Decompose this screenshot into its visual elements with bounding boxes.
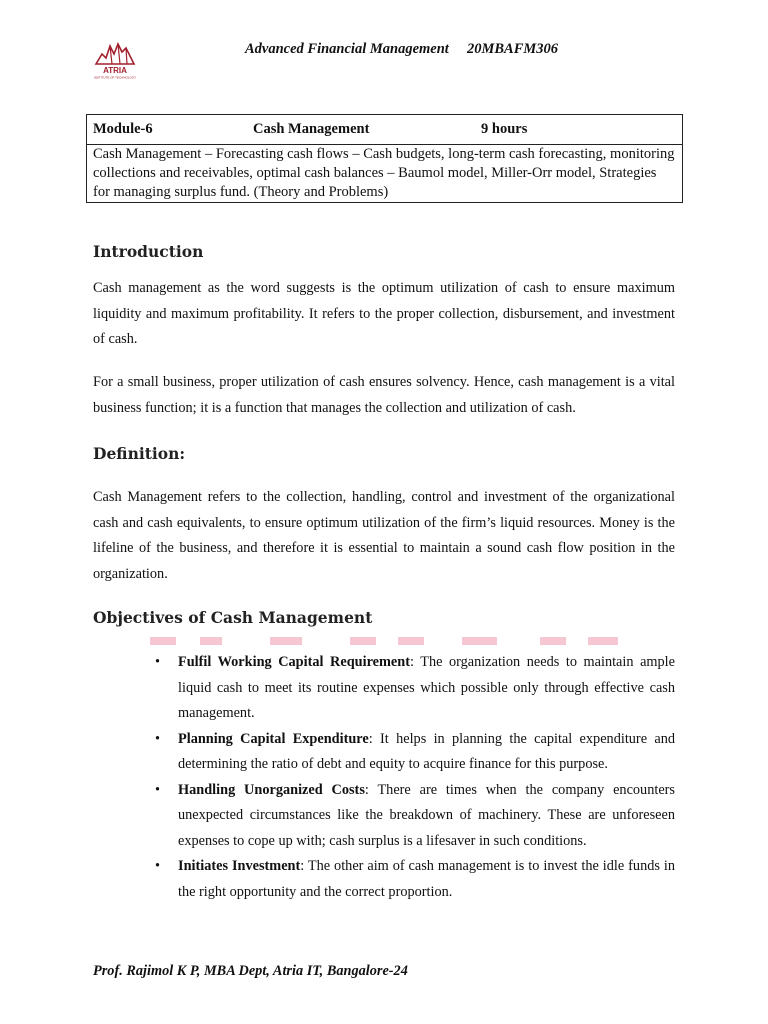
item-title: Initiates Investment: [178, 858, 301, 874]
page-footer: Prof. Rajimol K P, MBA Dept, Atria IT, Bangalore-24: [93, 963, 408, 979]
objectives-heading: Objectives of Cash Management: [93, 608, 373, 627]
highlight-mark: [200, 637, 222, 645]
svg-text:ATRIA: ATRIA: [103, 66, 127, 75]
highlight-mark: [588, 637, 618, 645]
module-hours: 9 hours: [481, 121, 528, 137]
module-contents: Cash Management – Forecasting cash flows – Cash budgets, long-term cash forecasting, monitoring collections and receivables, optimal cash balances – Baumol model, Miller-Orr model, Strategies for managing surplus fund. (Theory and Problems): [87, 145, 683, 203]
module-table: [86, 114, 683, 203]
item-title: Fulfil Working Capital Requirement: [178, 654, 410, 670]
course-code: 20MBAFM306: [466, 41, 559, 57]
list-item: [140, 778, 675, 855]
intro-paragraph-2: For a small business, proper utilization of cash ensures solvency. Hence, cash management is a vital business function; it is a function that manages the collection and utilization of cash.: [93, 374, 675, 416]
highlight-mark: [540, 637, 566, 645]
list-item: [140, 727, 675, 778]
item-title: Planning Capital Expenditure: [178, 730, 369, 747]
module-topic: Cash Management: [253, 121, 370, 137]
item-text: : The organization needs to maintain ample liquid cash to meet its routine expenses which possible only through effective cash management.: [178, 654, 676, 721]
bullet-icon: •: [155, 654, 161, 670]
highlight-mark: [270, 637, 302, 645]
svg-text:INSTITUTE OF TECHNOLOGY: INSTITUTE OF TECHNOLOGY: [93, 75, 137, 80]
module-header-cell: [87, 115, 683, 145]
course-title: Advanced Financial Management: [245, 41, 449, 57]
item-title: Handling Unorganized Costs: [178, 781, 365, 798]
highlight-mark: [398, 637, 424, 645]
definition-heading: Definition:: [93, 444, 186, 463]
running-header: [245, 41, 558, 58]
highlight-mark: [350, 637, 376, 645]
definition-paragraph: Cash Management refers to the collection, handling, control and investment of the organizational cash and cash equivalents, to ensure optimum utilization of the firm’s liquid resources. Money is the lifeline of the business, and therefore it is essential to maintain a sound cash flow position in the organization.: [93, 489, 675, 582]
bullet-icon: •: [155, 730, 161, 747]
bullet-icon: •: [155, 781, 161, 798]
list-item: [140, 854, 675, 905]
item-text: : There are times when the company encounters unexpected circumstances like the breakdown of machinery. These are unforeseen expenses to cope up with; cash surplus is a lifesaver in such conditions.: [178, 781, 675, 849]
introduction-heading: Introduction: [93, 242, 204, 261]
item-text: : The other aim of cash management is to invest the idle funds in the right opportunity and the correct proportion.: [178, 858, 675, 900]
intro-paragraph-1: Cash management as the word suggests is the optimum utilization of cash to ensure maximum liquidity and maximum profitability. It refers to the proper collection, disbursement, and investment of cash.: [93, 280, 675, 347]
item-text: : It helps in planning the capital expenditure and determining the ratio of debt and equity to acquire finance for this purpose.: [178, 730, 675, 772]
atria-logo: [92, 40, 138, 80]
list-item: [140, 650, 675, 727]
highlight-mark: [462, 637, 497, 645]
objectives-list: [140, 650, 675, 905]
module-number: Module-6: [93, 121, 153, 137]
highlight-mark: [150, 637, 176, 645]
bullet-icon: •: [155, 858, 161, 874]
